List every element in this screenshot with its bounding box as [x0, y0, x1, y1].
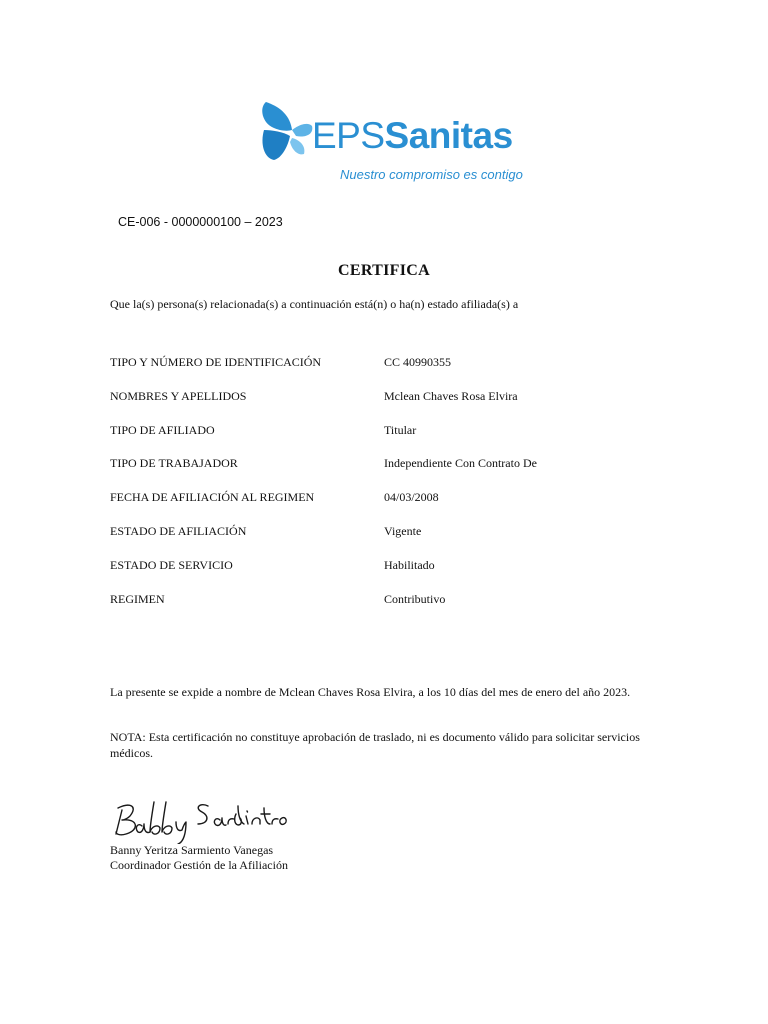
field-row [110, 355, 670, 389]
field-label: NOMBRES Y APELLIDOS [110, 388, 247, 403]
handwritten-signature [108, 792, 298, 844]
logo-wordmark [312, 117, 513, 154]
field-label: ESTADO DE SERVICIO [110, 557, 233, 572]
field-value: Habilitado [384, 557, 435, 572]
logo-brand-prefix: EPS [312, 115, 385, 156]
field-label: REGIMEN [110, 591, 165, 606]
field-label: FECHA DE AFILIACIÓN AL REGIMEN [110, 490, 315, 505]
logo-tagline: Nuestro compromiso es contigo [340, 167, 523, 182]
butterfly-logo-icon [258, 100, 314, 164]
field-label: TIPO DE TRABAJADOR [110, 456, 238, 471]
field-label: ESTADO DE AFILIACIÓN [110, 523, 247, 538]
field-value: Mclean Chaves Rosa Elvira [384, 388, 518, 403]
field-value: 04/03/2008 [384, 490, 439, 505]
eps-sanitas-logo [258, 100, 523, 190]
field-row [110, 558, 670, 592]
field-row [110, 456, 670, 490]
signer-role: Coordinador Gestión de la Afiliación [110, 858, 288, 872]
field-row [110, 490, 670, 524]
field-row [110, 592, 670, 626]
issue-statement: La presente se expide a nombre de Mclean Chaves Rosa Elvira, a los 10 días del mes de enero del año 2023. [110, 685, 631, 699]
field-value: Titular [384, 422, 417, 437]
field-row [110, 423, 670, 457]
disclaimer-note: NOTA: Esta certificación no constituye aprobación de traslado, ni es documento válido para solicitar servicios médicos. [110, 730, 640, 760]
page-title: CERTIFICA [338, 262, 430, 279]
affiliation-fields [110, 355, 670, 625]
intro-text: Que la(s) persona(s) relacionada(s) a continuación está(n) o ha(n) estado afiliada(s) a [110, 297, 519, 311]
field-value: Independiente Con Contrato De [384, 456, 537, 471]
field-value: Contributivo [384, 591, 446, 606]
logo-brand-name: Sanitas [384, 115, 513, 156]
field-label: TIPO DE AFILIADO [110, 422, 215, 437]
field-value: Vigente [384, 523, 422, 538]
signer-name: Banny Yeritza Sarmiento Vanegas [110, 843, 274, 857]
field-value: CC 40990355 [384, 355, 452, 369]
document-number: CE-006 - 0000000100 – 2023 [118, 215, 283, 229]
field-label: TIPO Y NÚMERO DE IDENTIFICACIÓN [110, 355, 322, 369]
field-row [110, 389, 670, 423]
field-row [110, 524, 670, 558]
